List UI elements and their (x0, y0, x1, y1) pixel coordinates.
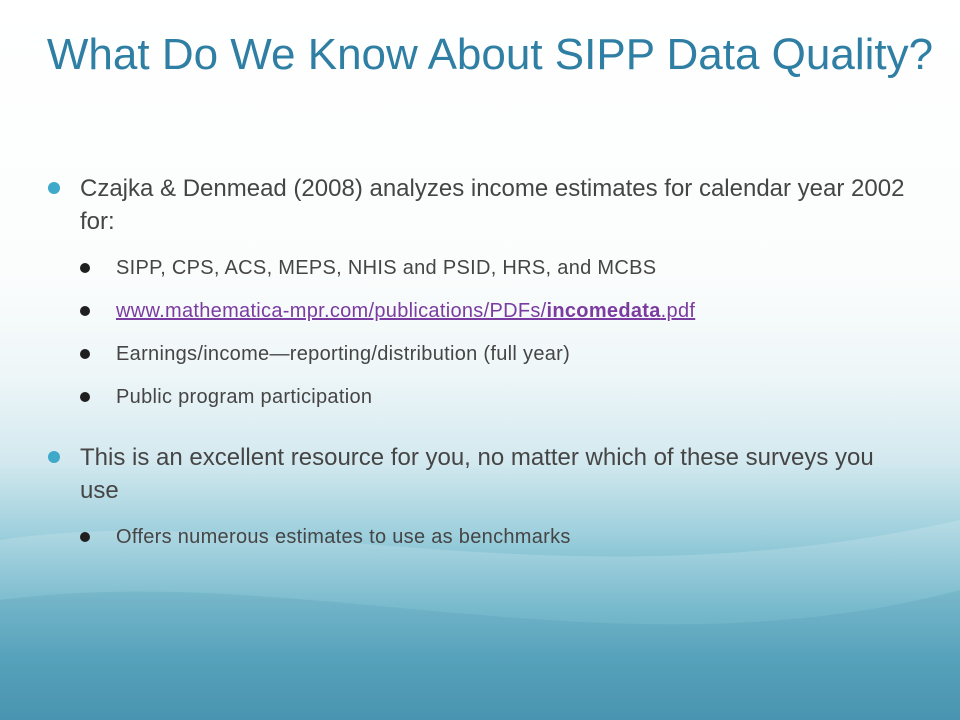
subbullet-surveys (80, 255, 908, 282)
slide-content (48, 172, 908, 551)
link-text-bold: incomedata (546, 300, 661, 322)
bullet-dot-icon (48, 182, 60, 194)
subbullet-text: Public program participation (116, 386, 373, 408)
bullet-dot-icon (48, 451, 60, 463)
subbullet-text: SIPP, CPS, ACS, MEPS, NHIS and PSID, HRS, and MCBS (116, 257, 657, 279)
bullet-text: This is an excellent resource for you, no matter which of these surveys you use (80, 444, 874, 504)
slide-title: What Do We Know About SIPP Data Quality? (46, 30, 934, 79)
bullet-czajka-denmead (48, 172, 908, 238)
subbullet-dot-icon (80, 349, 90, 359)
bullet-text: Czajka & Denmead (2008) analyzes income estimates for calendar year 2002 for: (80, 175, 905, 235)
bullet-excellent-resource (48, 441, 908, 507)
subbullet-dot-icon (80, 306, 90, 316)
subbullet-text: Earnings/income—reporting/distribution (full year) (116, 343, 571, 365)
subbullet-dot-icon (80, 392, 90, 402)
link-text-part: www.mathematica-mpr.com/publications/PDFs/ (116, 300, 547, 322)
subbullet-dot-icon (80, 263, 90, 273)
subbullet-benchmarks (80, 524, 908, 551)
subbullet-link (80, 298, 908, 325)
subbullet-earnings (80, 341, 908, 368)
link-text-ext: .pdf (660, 300, 696, 322)
subbullet-text: Offers numerous estimates to use as benchmarks (116, 526, 571, 548)
subbullet-dot-icon (80, 532, 90, 542)
subbullet-public-program (80, 384, 908, 411)
mathematica-pdf-link[interactable] (116, 300, 695, 322)
